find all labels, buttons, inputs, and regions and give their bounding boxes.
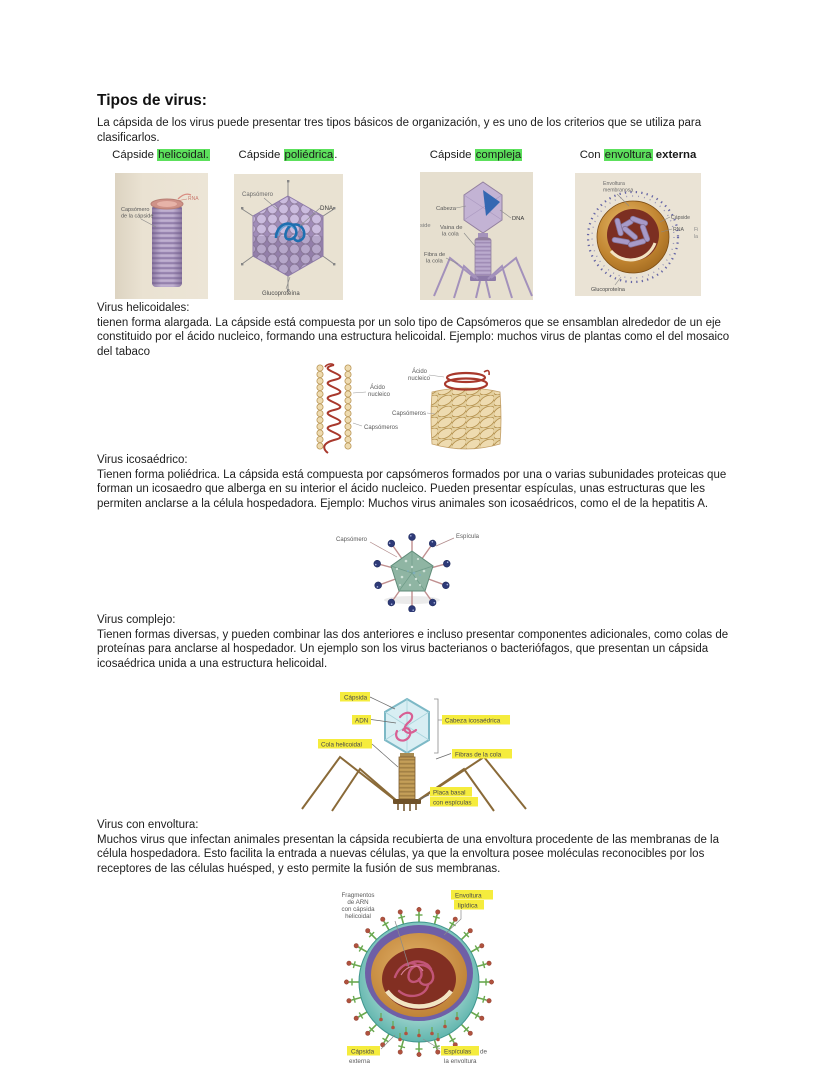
figure-icosahedral-diagram [330,527,495,612]
green-highlight: envoltura [604,149,652,161]
svg-text:de: de [480,1048,488,1056]
figure-bacteriophage-diagram [300,687,528,813]
section-virus-icosaedrico [97,453,747,511]
section-virus-helicoidales [97,301,747,359]
label-cabeza: Cabeza [436,206,456,212]
section-body: tienen forma alargada. La cápside está compuesta por un solo tipo de Capsómeros que se ensamblan alrededor de un eje constituido por el ácido nucleico, formando una estructura helicoidal. Ejemplo: muchos virus de plantas como el del mosaico del tabaco [97,316,730,358]
label-acido-nucleico: Ácido [370,385,386,391]
label-rna: RNA [188,196,199,202]
section-heading: Virus icosaédrico: [97,454,188,466]
label-espicula: Espícula [456,534,480,540]
helical-capsid-photo [115,173,208,299]
svg-text:helicoidal: helicoidal [345,913,371,920]
label-cola-helicoidal: Cola helicoidal [321,741,362,749]
svg-text:la cola: la cola [426,258,443,265]
label-envoltura-lipidica: Envoltura [455,892,482,900]
green-highlight: helicoidal. [158,149,209,161]
label-fragmentos-arn: Fragmentos [341,892,375,899]
intro-paragraph: La cápsida de los virus puede presentar tres tipos básicos de organización, y es uno de los criterios que se utiliza para clasificarlos. [97,117,702,144]
polyhedral-capsid-photo [234,174,343,300]
label-glucoproteina: Glucoproteína [591,287,625,293]
label-acido-nucleico-2: Ácido [412,369,428,375]
label-placa-basal: Placa basal [433,789,466,797]
green-highlight: compleja [475,149,522,161]
svg-text:de la cápside: de la cápside [121,213,154,220]
svg-text:nucleico: nucleico [368,392,391,398]
section-heading: Virus con envoltura: [97,819,199,831]
label-fibra-cut: Fi [694,227,699,233]
svg-text:membranosa: membranosa [603,187,634,194]
label-capside: Cápside [671,215,691,221]
label-dna: DNA [512,216,525,222]
helical-capsid-illustration [115,173,208,299]
enveloped-virus-illustration [575,173,701,296]
label-capsomero: Capsómero [336,537,368,543]
caption-capside-helicoidal: Cápside helicoidal. [112,149,209,161]
enveloped-virus-photo [575,173,701,296]
section-body: Tienen forma poliédrica. La cápsida está compuesta por capsómeros formados por una o varias subunidades proteicas que forman un icosaedro que alberga en su interior el ácido nucleico. Pueden presentar espículas, unas estructuras que les permiten anclarse a la célula hospedadora. Ejemplo: Muchos virus animales son icosaédricos, como el de la hepatitis A. [97,468,727,510]
section-body: Muchos virus que infectan animales presentan la cápsida recubierta de una envoltura procedente de las membranas de la célula hospedadora. Esto facilita la entrada a nuevas células, ya que la envoltura posee moléculas reconocibles por los receptores de las células huésped, y esto permite la fusión de sus membranas. [97,833,720,875]
label-capsomero-capside: Capsómero [121,207,150,213]
caption-capside-compleja: Cápside compleja [429,149,522,161]
label-cabeza-icosaedrica: Cabeza icosaédrica [445,717,501,725]
label-capsida-externa: Cápsida [351,1048,375,1056]
label-capsomeros: Capsómeros [364,425,399,431]
label-adn: ADN [355,717,369,725]
svg-text:con cápsida: con cápsida [341,906,375,913]
svg-text:nucleico: nucleico [408,376,431,382]
svg-text:la envoltura: la envoltura [444,1058,477,1065]
label-capsomeros-2: Capsómeros [392,411,427,417]
caption-capside-poliedrica: Cápside poliédrica. [238,149,338,161]
section-virus-complejo [97,613,747,671]
section-body: Tienen formas diversas, y pueden combinar las dos anteriores e incluso presentar componentes adicionales, como colas de proteínas para anclarse al hospedador. Un ejemplo son los virus bacterianos o bacteriófagos, que presentan un cápsida icosaédrica unida a una estructura helicoidal. [97,628,729,670]
label-vaina-de-la-cola: Vaina de [440,225,463,231]
icosahedral-diagram-illustration [330,527,495,612]
label-capsomero: Capsómero [242,192,274,198]
label-fibra-de-la-cola: Fibra de [424,252,446,258]
svg-text:lipídica: lipídica [458,902,478,910]
label-glucoproteina: Glucoproteína [262,291,300,297]
svg-text:la: la [694,234,699,240]
label-capside-cut: side [420,223,431,229]
page-title: Tipos de virus: [97,92,207,109]
polyhedral-capsid-illustration [234,174,343,300]
label-envoltura-membranosa: Envoltura [603,181,625,187]
label-espiculas-envoltura: Espículas [444,1048,472,1056]
enveloped-virus-diagram-illustration [303,887,540,1069]
section-virus-con-envoltura [97,818,747,876]
svg-text:externa: externa [349,1058,371,1065]
svg-text:la cola: la cola [442,231,459,238]
label-rna: RNA [673,227,684,233]
svg-text:con espículas: con espículas [433,799,472,807]
figure-enveloped-virus-diagram [303,887,540,1069]
complex-capsid-illustration [420,172,533,300]
svg-text:de ARN: de ARN [347,899,369,906]
figure-helical-diagram [298,362,523,456]
section-heading: Virus complejo: [97,614,176,626]
caption-con-envoltura: Con envoltura externa [579,149,697,161]
label-capsida: Cápsida [344,694,368,702]
label-dna: DNA [320,205,334,212]
green-highlight: poliédrica [284,149,334,161]
helical-diagram-illustration [298,362,523,456]
complex-capsid-photo [420,172,533,300]
bacteriophage-diagram-illustration [300,687,528,813]
section-heading: Virus helicoidales: [97,302,190,314]
label-fibras-de-la-cola: Fibras de la cola [455,751,502,759]
